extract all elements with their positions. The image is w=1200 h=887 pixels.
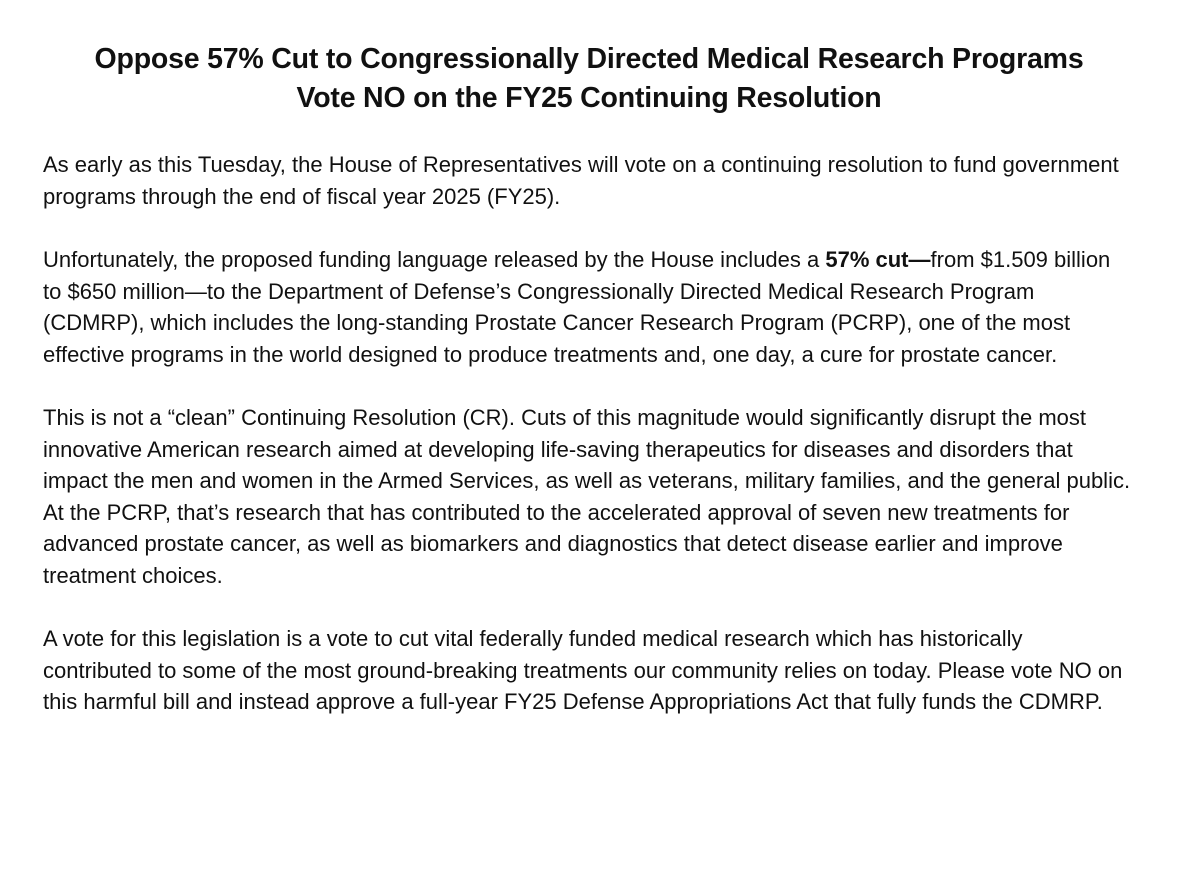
title-line-1: Oppose 57% Cut to Congressionally Directed Medical Research Programs [94,43,1084,75]
paragraph-2-emphasis: 57% cut— [825,247,931,272]
document-title [40,40,1138,118]
paragraph-1: As early as this Tuesday, the House of Representatives will vote on a continuing resolution to fund government programs through the end of fiscal year 2025 (FY25). [43,152,1119,209]
paragraph-2-text-start: Unfortunately, the proposed funding language released by the House includes a [43,247,826,272]
title-line-2: Vote NO on the FY25 Continuing Resolution [296,82,882,114]
paragraph-2 [43,244,1133,370]
paragraph-3: This is not a “clean” Continuing Resolution (CR). Cuts of this magnitude would significantly disrupt the most innovative American research aimed at developing life-saving therapeutics for diseases and disorders that impact the men and women in the Armed Services, as well as veterans, military families, and the general public. At the PCRP, that’s research that has contributed to the accelerated approval of seven new treatments for advanced prostate cancer, as well as biomarkers and diagnostics that detect disease earlier and improve treatment choices. [43,405,1131,588]
document-body [43,149,1133,750]
paragraph-2-text-end: from $1.509 billion to $650 million—to the Department of Defense’s Congressionally Directed Medical Research Program (CDMRP), which includes the long-standing Prostate Cancer Research Program (PCRP), one of the most effective programs in the world designed to produce treatments and, one day, a cure for prostate cancer. [43,247,1111,367]
paragraph-4: A vote for this legislation is a vote to cut vital federally funded medical research which has historically contributed to some of the most ground-breaking treatments our community relies on today. Please vote NO on this harmful bill and instead approve a full-year FY25 Defense Appropriations Act that fully funds the CDMRP. [43,626,1123,714]
